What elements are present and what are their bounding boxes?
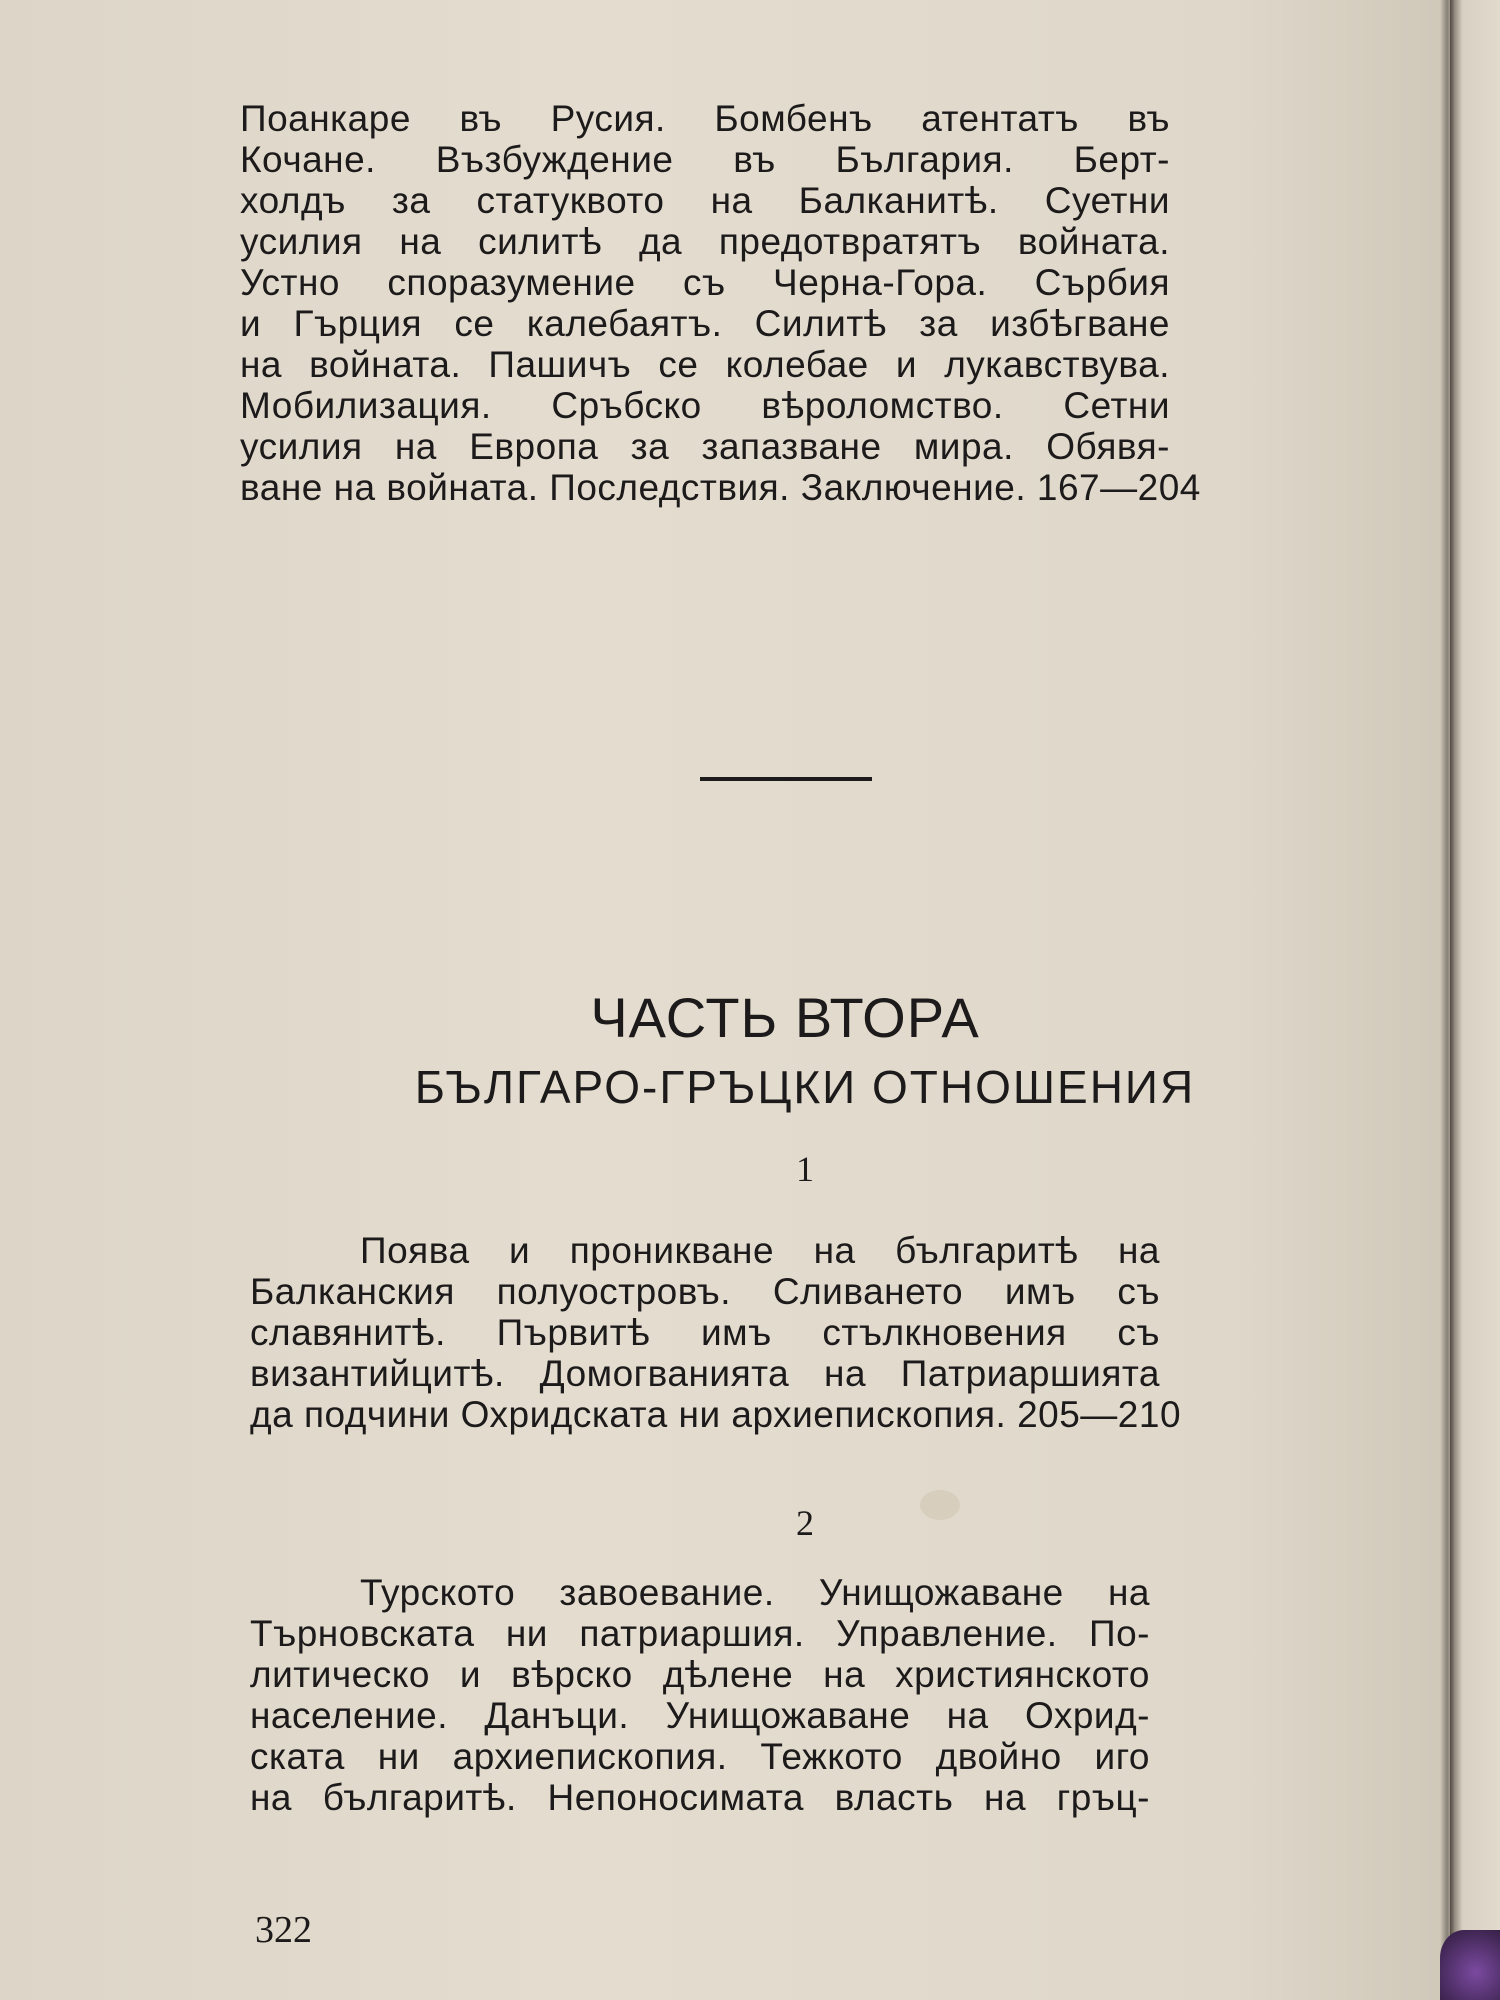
book-gutter <box>1440 0 1454 2000</box>
toc-line: Балканския полуостровъ. Сливането имъ съ <box>250 1271 1160 1312</box>
page-number: 322 <box>255 1909 312 1951</box>
toc-line: Кочане. Възбуждение въ България. Берт- <box>240 139 1170 180</box>
toc-line: Устно споразумение съ Черна-Гора. Сърбия <box>240 262 1170 303</box>
toc-line: усилия на силитѣ да предотвратятъ войната. <box>240 221 1170 262</box>
toc-line: Търновската ни патриаршия. Управление. По- <box>250 1613 1150 1654</box>
section-number: 1 <box>796 1149 814 1189</box>
toc-line: Турското завоевание. Унищожаване на <box>360 1572 1150 1613</box>
bookmark-ribbon <box>1440 1930 1500 2000</box>
section-number: 2 <box>796 1503 814 1543</box>
section-divider <box>700 777 872 781</box>
adjacent-page-edge <box>1450 0 1500 2000</box>
toc-line: холдъ за статуквото на Балканитѣ. Суетни <box>240 180 1170 221</box>
toc-entry-1 <box>250 1230 1182 1435</box>
part-title: ЧАСТЬ ВТОРА <box>590 986 980 1049</box>
toc-line: Мобилизация. Сръбско вѣроломство. Сетни <box>240 385 1170 426</box>
toc-line: на войната. Пашичъ се колебае и лукавствува. <box>240 344 1170 385</box>
toc-line: усилия на Европа за запазване мира. Обявя- <box>240 426 1170 467</box>
toc-line: византийцитѣ. Домогванията на Патриаршията <box>250 1353 1160 1394</box>
toc-line: литическо и вѣрско дѣлене на християнското <box>250 1654 1150 1695</box>
toc-entry-2 <box>250 1572 1150 1818</box>
toc-line: Поанкаре въ Русия. Бомбенъ атентатъ въ <box>240 98 1170 139</box>
toc-line: славянитѣ. Първитѣ имъ стълкновения съ <box>250 1312 1160 1353</box>
toc-line: Поява и проникване на българитѣ на <box>360 1230 1160 1271</box>
toc-line: население. Данъци. Унищожаване на Охрид- <box>250 1695 1150 1736</box>
toc-line-with-pages: да подчини Охридската ни архиепископия. 205—210 <box>250 1394 1182 1435</box>
toc-line-with-pages: ване на войната. Последствия. Заключение. 167—204 <box>240 467 1201 508</box>
toc-line: ската ни архиепископия. Тежкото двойно иго <box>250 1736 1150 1777</box>
part-subtitle: БЪЛГАРО-ГРЪЦКИ ОТНОШЕНИЯ <box>414 1061 1196 1113</box>
toc-line: и Гърция се калебаятъ. Силитѣ за избѣгване <box>240 303 1170 344</box>
toc-entry-continued <box>240 98 1201 508</box>
toc-line: на българитѣ. Непоносимата власть на гръц- <box>250 1777 1150 1818</box>
